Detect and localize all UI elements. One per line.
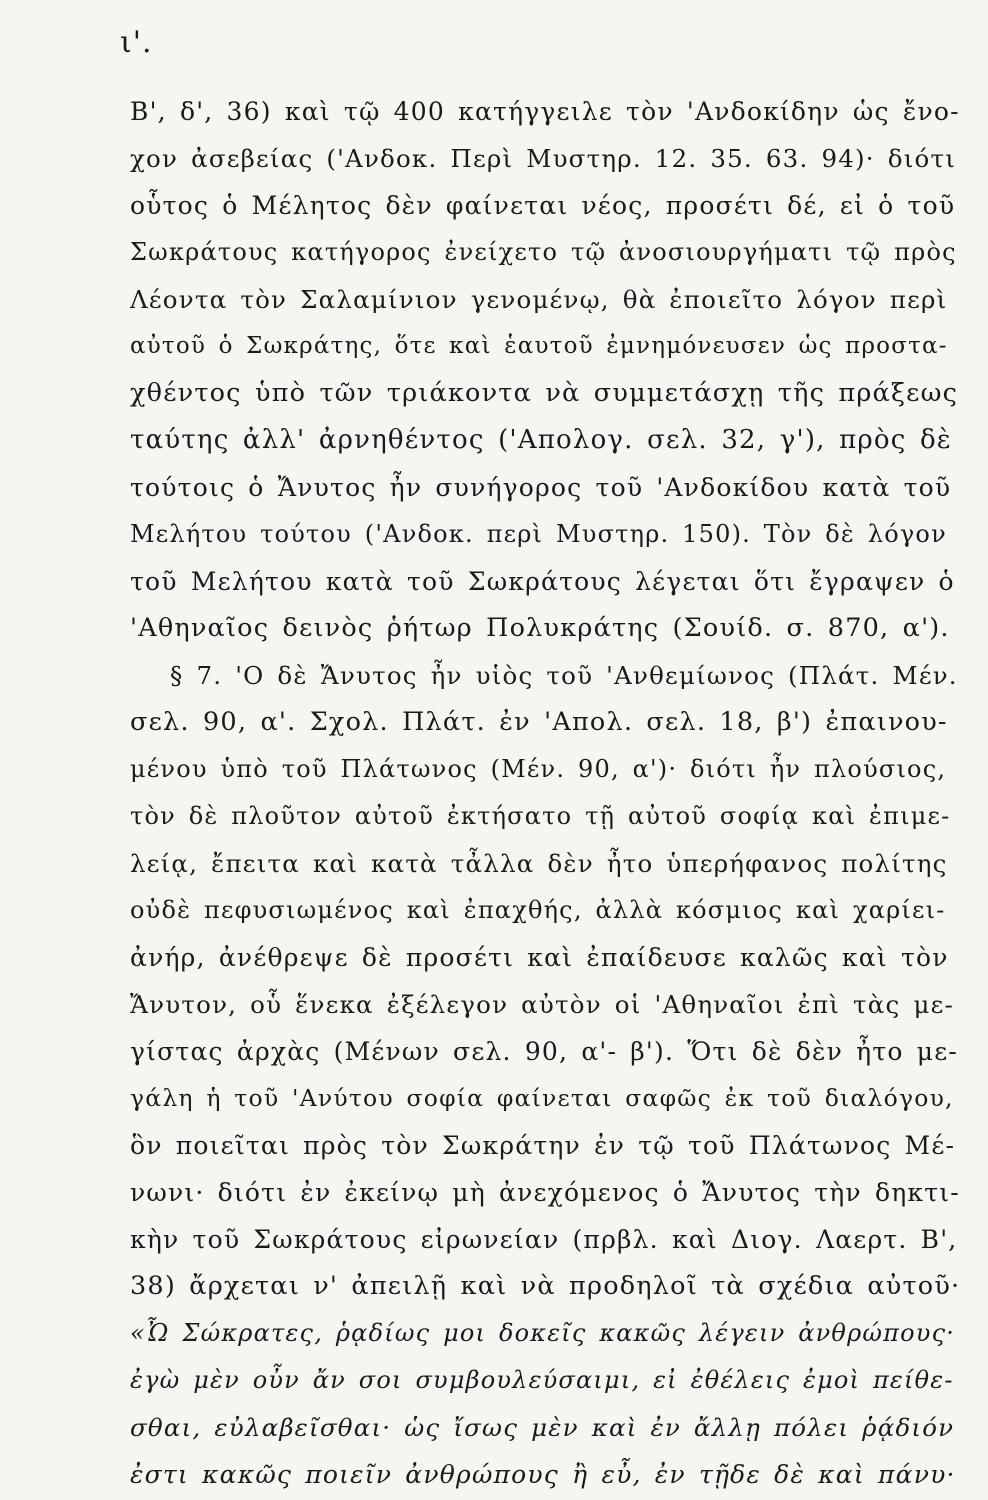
text-line: τὸν δὲ πλοῦτον αὐτοῦ ἐκτήσατο τῇ αὐτοῦ σοφίᾳ καὶ ἐπιμε- bbox=[130, 802, 951, 830]
text-line: χθέντος ὑπὸ τῶν τριάκοντα νὰ συμμετάσχῃ τῆς πράξεως bbox=[130, 378, 959, 408]
text-line: γίστας ἀρχὰς (Μένων σελ. 90, α'- β'). Ὅτι δὲ δὲν ἦτο με- bbox=[130, 1037, 958, 1066]
text-line: Λέοντα τὸν Σαλαμίνιον γενομένῳ, θὰ ἐποιεῖτο λόγον περὶ bbox=[130, 285, 948, 314]
text-line: κὴν τοῦ Σωκράτους εἰρωνείαν (πρβλ. καὶ Διογ. Λαερτ. Β', bbox=[130, 1225, 958, 1254]
text-line: τοῦ Μελήτου κατὰ τοῦ Σωκράτους λέγεται ὅτι ἔγραψεν ὁ bbox=[130, 567, 955, 596]
text-line: σελ. 90, α'. Σχολ. Πλάτ. ἐν 'Απολ. σελ. 18, β') ἐπαινου- bbox=[130, 707, 948, 737]
text-line: 38) ἄρχεται ν' ἀπειλῇ καὶ νὰ προδηλοῖ τὰ σχέδια αὐτοῦ· bbox=[130, 1271, 960, 1301]
quote-line: σθαι, εὐλαβεῖσθαι· ὡς ἴσως μὲν καὶ ἐν ἄλλῃ πόλει ῥᾴδιόν bbox=[130, 1413, 955, 1442]
text-line: γάλη ἡ τοῦ 'Ανύτου σοφία φαίνεται σαφῶς ἐκ τοῦ διαλόγου, bbox=[130, 1084, 954, 1112]
text-line: τούτοις ὁ Ἄνυτος ἦν συνήγορος τοῦ 'Ανδοκίδου κατὰ τοῦ bbox=[130, 473, 952, 502]
text-line: χον ἀσεβείας ('Ανδοκ. Περὶ Μυστηρ. 12. 35. 63. 94)· διότι bbox=[130, 144, 957, 173]
quote-line: ἐστι κακῶς ποιεῖν ἀνθρώπους ἢ εὖ, ἐν τῇδε δὲ καὶ πάνυ· bbox=[130, 1460, 956, 1489]
text-line: νωνι· διότι ἐν ἐκείνῳ μὴ ἀνεχόμενος ὁ Ἄνυτος τὴν δηκτι- bbox=[130, 1178, 960, 1207]
page-number: ι'. bbox=[120, 25, 153, 60]
body-text bbox=[130, 88, 960, 1498]
text-line: Σωκράτους κατήγορος ἐνείχετο τῷ ἀνοσιουργήματι τῷ πρὸς bbox=[130, 238, 957, 266]
quote-line: «Ὦ Σώκρατες, ῥᾳδίως μοι δοκεῖς κακῶς λέγειν ἀνθρώπους· bbox=[130, 1319, 956, 1347]
text-line: ταύτης ἀλλ' ἀρνηθέντος ('Απολογ. σελ. 32, γ'), πρὸς δὲ bbox=[130, 425, 952, 455]
text-line: λείᾳ, ἔπειτα καὶ κατὰ τἆλλα δὲν ἦτο ὑπερήφανος πολίτης bbox=[130, 849, 948, 878]
text-line: Ἄνυτον, οὗ ἕνεκα ἐξέλεγον αὐτὸν οἱ 'Αθηναῖοι ἐπὶ τὰς με- bbox=[130, 990, 954, 1019]
text-line: Β', δ', 36) καὶ τῷ 400 κατήγγειλε τὸν 'Ανδοκίδην ὡς ἔνο- bbox=[130, 97, 960, 126]
section-heading-line: § 7. 'Ο δὲ Ἄνυτος ἦν υἱὸς τοῦ 'Ανθεμίωνος (Πλάτ. Μέν. bbox=[170, 661, 958, 690]
text-line: ἀνήρ, ἀνέθρεψε δὲ προσέτι καὶ ἐπαίδευσε καλῶς καὶ τὸν bbox=[130, 943, 949, 972]
text-line: Μελήτου τούτου ('Ανδοκ. περὶ Μυστηρ. 150). Τὸν δὲ λόγον bbox=[130, 520, 947, 548]
text-line: μένου ὑπὸ τοῦ Πλάτωνος (Μέν. 90, α')· διότι ἦν πλούσιος, bbox=[130, 755, 947, 783]
text-line: οὗτος ὁ Μέλητος δὲν φαίνεται νέος, προσέτι δέ, εἰ ὁ τοῦ bbox=[130, 191, 956, 220]
text-line: αὐτοῦ ὁ Σωκράτης, ὅτε καὶ ἑαυτοῦ ἐμνημόνευσεν ὡς προστα- bbox=[130, 333, 948, 359]
text-line: 'Αθηναῖος δεινὸς ῥήτωρ Πολυκράτης (Σουίδ. σ. 870, α'). bbox=[130, 613, 950, 643]
text-line: ὃν ποιεῖται πρὸς τὸν Σωκράτην ἐν τῷ τοῦ Πλάτωνος Μέ- bbox=[130, 1131, 956, 1160]
text-line: οὐδὲ πεφυσιωμένος καὶ ἐπαχθής, ἀλλὰ κόσμιος καὶ χαρίει- bbox=[130, 896, 946, 924]
quote-line: ἐγὼ μὲν οὖν ἄν σοι συμβουλεύσαιμι, εἰ ἐθέλεις ἐμοὶ πείθε- bbox=[130, 1366, 954, 1394]
